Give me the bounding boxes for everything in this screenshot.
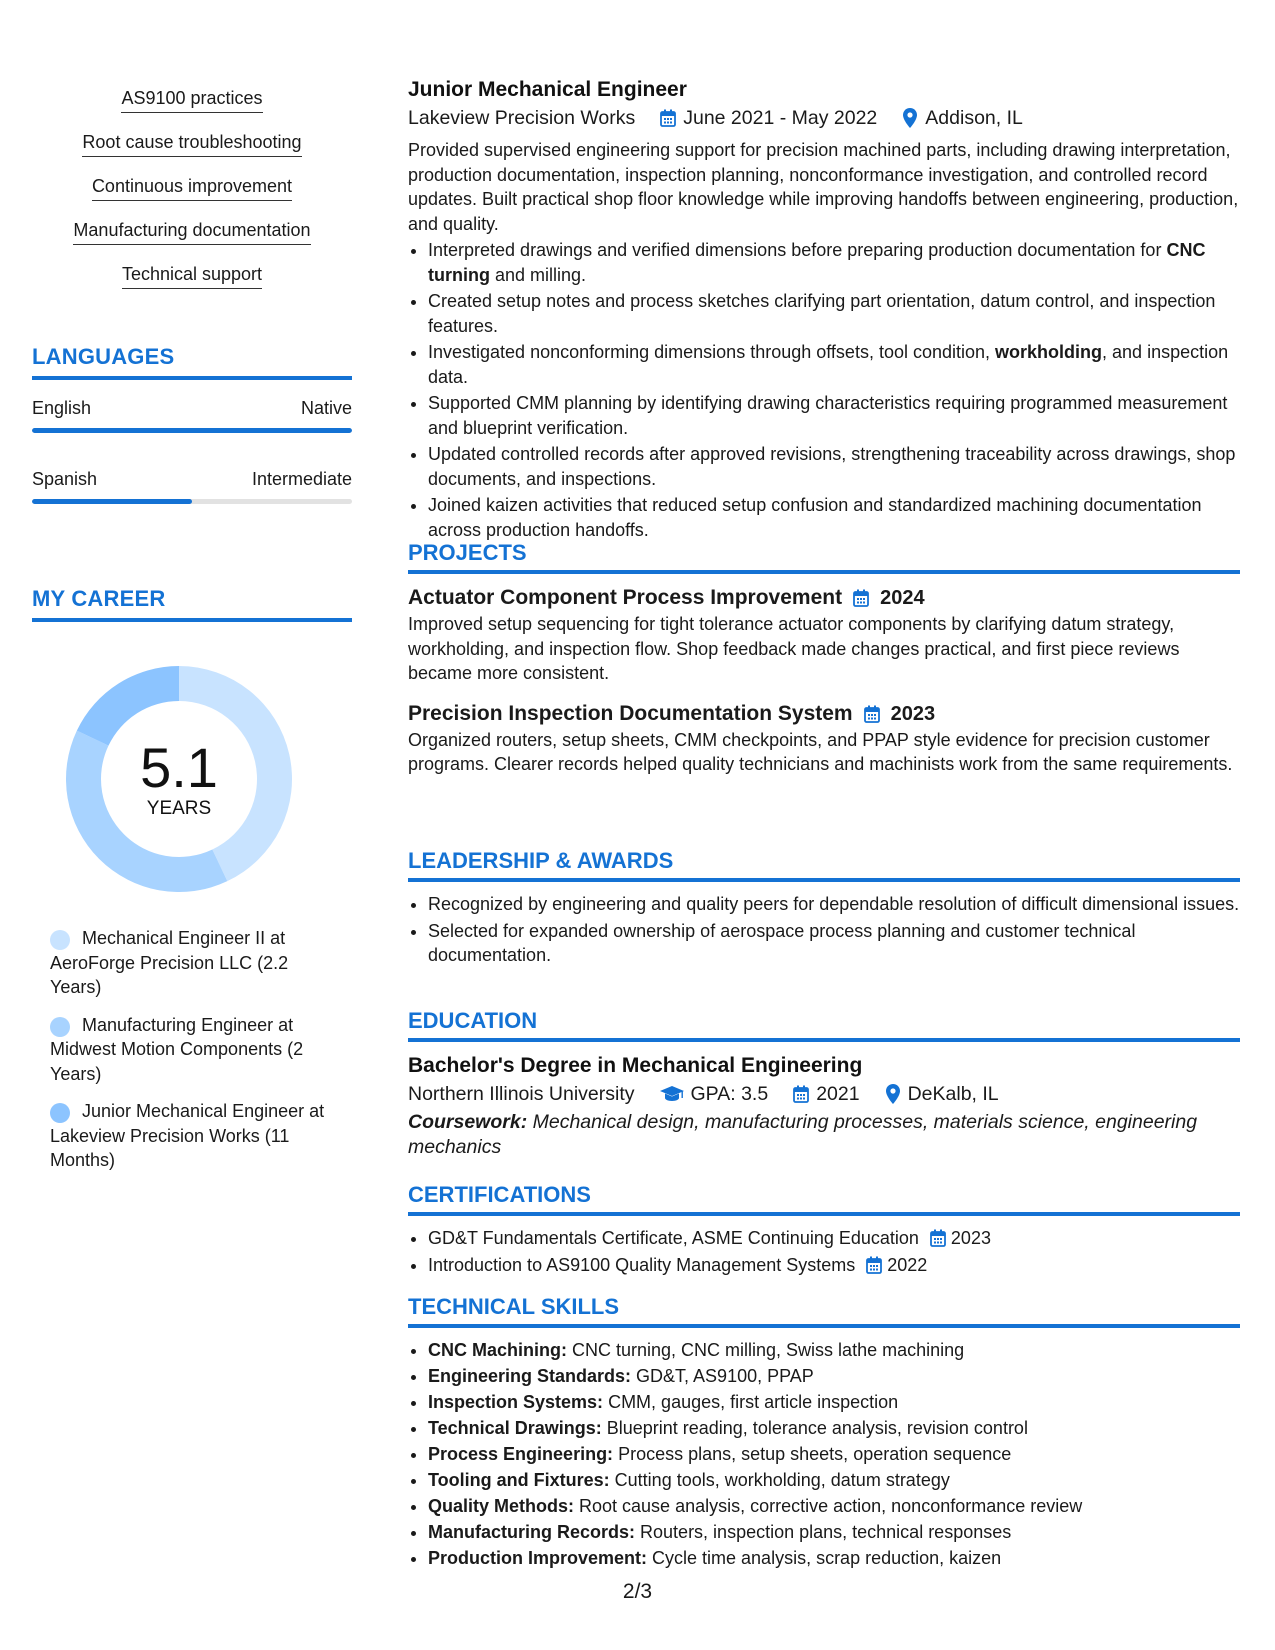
languages-heading: LANGUAGES	[32, 344, 352, 380]
job-summary: Provided supervised engineering support for precision machined parts, including drawing interpretation, production documentation, inspection planning, nonconformance investigation, and controlled record updates. Built practical shop floor knowledge while improving handoffs between engineering, production, and quality.	[408, 140, 1239, 234]
education-section	[408, 1008, 1240, 1159]
job-bullet: • Joined kaizen activities that reduced setup confusion and standardized machining documentation across production handoffs.	[428, 493, 1240, 542]
education-meta	[408, 1080, 1240, 1108]
certification-item	[428, 1253, 1240, 1278]
skill-tag: AS9100 practices	[121, 86, 262, 113]
calendar-icon	[929, 1228, 947, 1248]
job-title: Junior Mechanical Engineer	[408, 78, 687, 101]
page-number: 2/3	[622, 1580, 653, 1603]
certification-item	[428, 1226, 1240, 1251]
job-dates: June 2021 - May 2022	[683, 107, 878, 129]
technical-skill-item: • Process Engineering: Process plans, setup sheets, operation sequence	[428, 1442, 1240, 1467]
donut-center	[66, 666, 292, 892]
job-bullet: • Investigated nonconforming dimensions through offsets, tool condition, workholding, and inspection data.	[428, 340, 1240, 389]
award-item: • Selected for expanded ownership of aerospace process planning and customer technical documentation.	[428, 919, 1240, 968]
degree-title: Bachelor's Degree in Mechanical Engineering	[408, 1054, 863, 1077]
education-heading: EDUCATION	[408, 1008, 1240, 1042]
technical-skill-item: • Manufacturing Records: Routers, inspection plans, technical responses	[428, 1520, 1240, 1545]
project-year: 2024	[880, 587, 925, 609]
career-total-value: 5.1	[140, 736, 218, 799]
technical-skill-item: • Technical Drawings: Blueprint reading, tolerance analysis, revision control	[428, 1416, 1240, 1441]
coursework	[408, 1110, 1240, 1159]
project-title: Precision Inspection Documentation System	[408, 701, 853, 725]
career-legend-label: Manufacturing Engineer at Midwest Motion Components (2 Years)	[50, 1014, 304, 1084]
certifications-section	[408, 1182, 1240, 1279]
technical-skill-item: • Tooling and Fixtures: Cutting tools, workholding, datum strategy	[428, 1468, 1240, 1493]
award-item: • Recognized by engineering and quality peers for dependable resolution of difficult dimensional issues.	[428, 892, 1240, 917]
job-bullet: • Created setup notes and process sketches clarifying part orientation, datum control, and inspection features.	[428, 289, 1240, 338]
legend-dot-icon	[50, 1017, 70, 1037]
skill-tag-list	[32, 86, 352, 306]
project-year: 2023	[890, 702, 936, 725]
technical-skill-item: • Quality Methods: Root cause analysis, corrective action, nonconformance review	[428, 1494, 1240, 1519]
career-legend	[50, 926, 330, 1186]
project-entry	[408, 700, 1240, 777]
job-bullets	[408, 238, 1240, 542]
certification-name: • GD&T Fundamentals Certificate, ASME Continuing Education	[428, 1228, 919, 1248]
school-name: Northern Illinois University	[408, 1083, 635, 1105]
awards-section	[408, 848, 1240, 970]
legend-dot-icon	[50, 1103, 70, 1123]
language-row	[32, 467, 352, 504]
language-proficiency-fill	[32, 499, 192, 504]
job-bullet: • Interpreted drawings and verified dimensions before preparing production documentation for CNC turning and milling.	[428, 238, 1240, 287]
language-name: English	[32, 398, 92, 418]
technical-skill-item: • CNC Machining: CNC turning, CNC milling, Swiss lathe machining	[428, 1338, 1240, 1363]
career-donut-chart	[66, 666, 292, 892]
job-bullet: • Supported CMM planning by identifying drawing characteristics requiring programmed measurement and blueprint verification.	[428, 391, 1240, 440]
coursework-label: Coursework:	[408, 1111, 528, 1133]
certification-name: • Introduction to AS9100 Quality Management Systems	[428, 1254, 856, 1275]
career-section	[32, 586, 352, 1170]
projects-heading: PROJECTS	[408, 540, 1240, 574]
awards-list	[408, 892, 1240, 968]
certifications-list	[408, 1226, 1240, 1277]
job-meta	[408, 104, 1240, 132]
career-total-unit: YEARS	[146, 798, 212, 819]
career-legend-item	[50, 1013, 330, 1087]
legend-dot-icon	[50, 930, 70, 950]
languages-section	[32, 344, 352, 504]
language-proficiency-fill	[32, 428, 352, 433]
certification-year: 2023	[950, 1228, 991, 1248]
job-bullet: • Updated controlled records after approved revisions, strengthening traceability across drawings, shop documents, and inspections.	[428, 442, 1240, 491]
company-name: Lakeview Precision Works	[408, 107, 636, 129]
project-title: Actuator Component Process Improvement	[408, 586, 843, 609]
calendar-icon	[863, 704, 881, 724]
language-level: Intermediate	[251, 469, 352, 489]
language-proficiency-bar	[32, 499, 352, 504]
technical-skills-section	[408, 1294, 1240, 1572]
language-level: Native	[300, 398, 352, 418]
language-proficiency-bar	[32, 428, 352, 433]
career-legend-item	[50, 1099, 330, 1173]
certification-year: 2022	[887, 1254, 928, 1275]
skill-tag: Root cause troubleshooting	[82, 130, 301, 157]
technical-skill-item: • Engineering Standards: GD&T, AS9100, PPAP	[428, 1364, 1240, 1389]
skill-tag: Technical support	[122, 262, 262, 289]
certifications-heading: CERTIFICATIONS	[408, 1182, 1240, 1216]
language-name: Spanish	[32, 469, 98, 489]
location-pin-icon	[884, 1084, 902, 1104]
calendar-icon	[852, 588, 870, 608]
education-year: 2021	[816, 1083, 860, 1105]
project-entry	[408, 584, 1240, 686]
job-location: Addison, IL	[925, 107, 1023, 129]
graduation-cap-icon	[659, 1084, 685, 1104]
experience-entry	[408, 76, 1240, 544]
coursework-text: Mechanical design, manufacturing processes, materials science, engineering mechanics	[408, 1111, 1198, 1158]
technical-skill-item: • Production Improvement: Cycle time analysis, scrap reduction, kaizen	[428, 1546, 1240, 1571]
education-gpa: GPA: 3.5	[690, 1083, 769, 1105]
language-row	[32, 396, 352, 433]
skill-tag: Manufacturing documentation	[73, 218, 310, 245]
calendar-icon	[659, 108, 677, 128]
career-heading: MY CAREER	[32, 586, 352, 622]
location-pin-icon	[901, 108, 919, 128]
career-legend-item	[50, 926, 330, 1000]
education-location: DeKalb, IL	[907, 1083, 999, 1105]
projects-section	[408, 540, 1240, 777]
calendar-icon	[792, 1084, 810, 1104]
career-legend-label: Junior Mechanical Engineer at Lakeview Precision Works (11 Months)	[50, 1101, 325, 1170]
skill-tag: Continuous improvement	[92, 174, 292, 201]
technical-skills-heading: TECHNICAL SKILLS	[408, 1294, 1240, 1328]
awards-heading: LEADERSHIP & AWARDS	[408, 848, 1240, 882]
project-description: Improved setup sequencing for tight tolerance actuator components by clarifying datum strategy, workholding, and inspection flow. Shop feedback made changes practical, and first piece reviews became more consistent.	[408, 614, 1180, 683]
project-description: Organized routers, setup sheets, CMM checkpoints, and PPAP style evidence for precision customer programs. Clearer records helped quality technicians and machinists work from the same requirements.	[408, 729, 1233, 774]
technical-skills-list	[408, 1338, 1240, 1571]
technical-skill-item: • Inspection Systems: CMM, gauges, first article inspection	[428, 1390, 1240, 1415]
career-legend-label: Mechanical Engineer II at AeroForge Precision LLC (2.2 Years)	[50, 928, 289, 997]
calendar-icon	[865, 1255, 883, 1275]
